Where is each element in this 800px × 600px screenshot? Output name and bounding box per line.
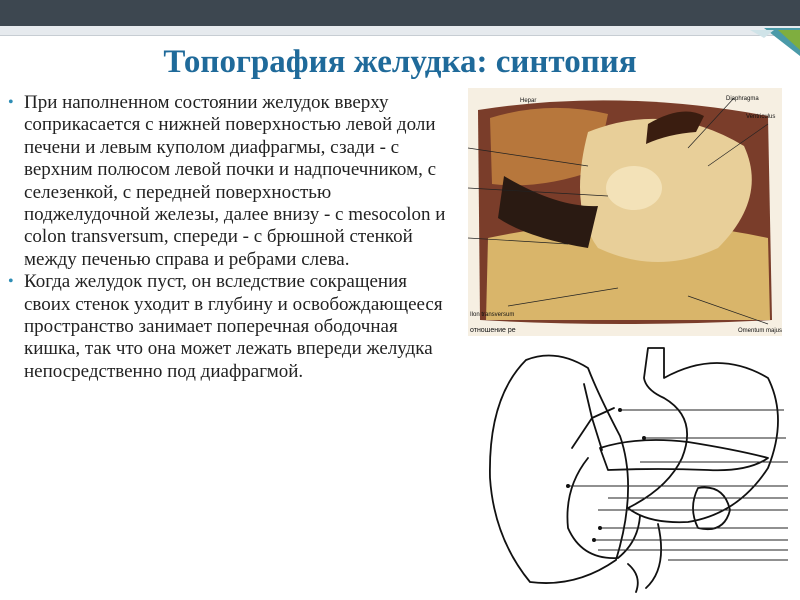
label-hepar: Hepar — [520, 98, 537, 104]
pointer-dot — [566, 484, 570, 488]
vessel-outline — [572, 384, 614, 450]
colon-outline — [628, 524, 661, 592]
pointer-dot — [618, 408, 622, 412]
pointer-dot — [642, 436, 646, 440]
pointer-dot — [598, 526, 602, 530]
bullet-dot-icon: • — [8, 94, 14, 111]
bullet-text: Когда желудок пуст, он вследствие сокращения своих стенок уходит в глубину и освобождающееся пространство занимает поперечная ободочная кишка, так что она может лежать впереди желудка непосредственно под диафрагмой. — [24, 271, 443, 382]
label-diaphragma: Diaphragma — [726, 96, 759, 102]
label-bottom: отношение ре — [470, 327, 516, 334]
label-colon: Ilon transversum — [470, 312, 515, 318]
label-omentum: Omentum majus — [738, 328, 782, 334]
anatomy-photo — [468, 88, 782, 336]
stomach-outline — [628, 348, 778, 522]
organ-outlines — [490, 348, 778, 592]
bullet-list — [8, 92, 448, 383]
bullet-item — [8, 271, 448, 383]
bullet-item — [8, 92, 448, 271]
light-arrow-shape — [750, 30, 774, 38]
kidney-outline — [693, 487, 730, 529]
pointer-dot — [592, 538, 596, 542]
pancreas-region — [606, 166, 662, 210]
bullet-text: При наполненном состоянии желудок вверху соприкасается с нижней поверхностью левой доли печени и левым куполом диафрагмы, сзади - с верхним полюсом левой почки и надпочечником, с селезенкой, с передней поверхностью поджелудочной железы, далее внизу - с mesocolon и colon transversum, спереди - с брюшной стенкой между печенью справа и ребрами слева. — [24, 92, 446, 270]
top-bar — [0, 0, 800, 26]
top-stripe — [0, 26, 800, 36]
bullet-dot-icon: • — [8, 273, 14, 291]
label-ventriculus: Ventriculus — [746, 114, 776, 120]
slide-title: Топография желудка: синтопия — [163, 44, 637, 80]
syntopy-line-drawing — [468, 338, 796, 596]
